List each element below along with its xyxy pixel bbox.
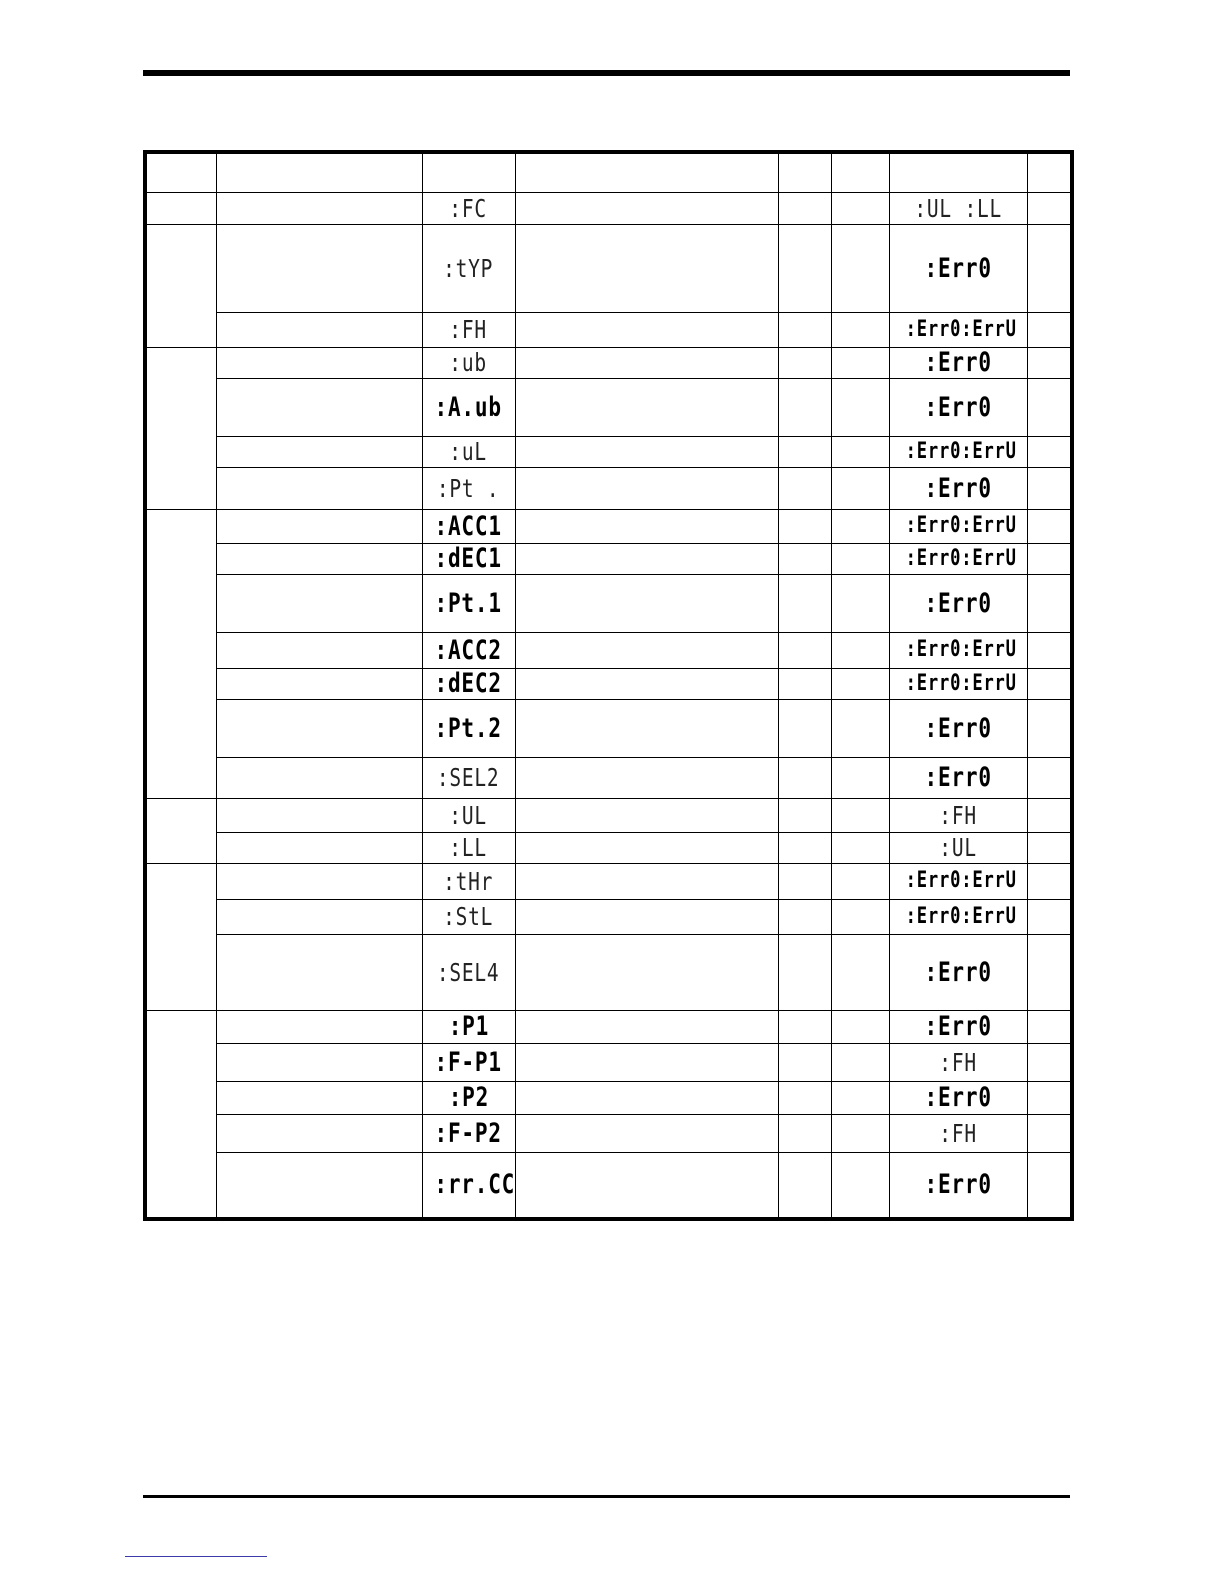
range-cell (889, 668, 1027, 699)
table-row (145, 467, 1072, 509)
name-cell (216, 1114, 422, 1152)
error-range: :Err0:ErrU (905, 670, 1017, 696)
code-cell (422, 347, 515, 378)
error-range: :Err0 (924, 391, 992, 423)
unit-cell (778, 899, 831, 934)
unit-cell (778, 312, 831, 347)
unit-cell (778, 574, 831, 632)
display-code: :FC (449, 193, 488, 223)
default-cell (831, 757, 889, 798)
description-cell (515, 863, 778, 899)
name-cell (216, 1010, 422, 1043)
name-cell (216, 934, 422, 1010)
table-row (145, 668, 1072, 699)
table-row (145, 1043, 1072, 1081)
range-cell (889, 509, 1027, 543)
name-cell (216, 863, 422, 899)
note-cell (1027, 1152, 1072, 1219)
note-cell (1027, 1081, 1072, 1114)
range-cell (889, 757, 1027, 798)
name-cell (216, 192, 422, 224)
table-row (145, 832, 1072, 863)
description-cell (515, 543, 778, 574)
group-cell (145, 509, 216, 798)
name-cell (216, 832, 422, 863)
name-cell (216, 378, 422, 436)
table-row (145, 757, 1072, 798)
table-row (145, 1081, 1072, 1114)
error-range: :Err0 (924, 1011, 992, 1042)
error-range: :Err0 (924, 472, 992, 504)
description-cell (515, 224, 778, 312)
footer-link-underline (125, 1556, 267, 1557)
header-cell-unit (778, 152, 831, 192)
description-cell (515, 699, 778, 757)
display-code: :ACC1 (434, 510, 503, 542)
header-cell-description (515, 152, 778, 192)
display-code: :ACC2 (434, 634, 503, 666)
unit-cell (778, 832, 831, 863)
error-range: :Err0:ErrU (905, 545, 1017, 571)
footer-rule (143, 1495, 1070, 1498)
code-cell (422, 467, 515, 509)
error-range: :Err0:ErrU (905, 316, 1017, 342)
display-code: :SEL2 (437, 763, 500, 792)
name-cell (216, 757, 422, 798)
note-cell (1027, 378, 1072, 436)
note-cell (1027, 1043, 1072, 1081)
note-cell (1027, 832, 1072, 863)
default-cell (831, 312, 889, 347)
note-cell (1027, 1114, 1072, 1152)
header-rule (143, 70, 1070, 76)
unit-cell (778, 699, 831, 757)
description-cell (515, 798, 778, 832)
display-code: :P1 (448, 1011, 489, 1042)
code-cell (422, 1114, 515, 1152)
note-cell (1027, 509, 1072, 543)
display-code: :F-P1 (434, 1046, 503, 1078)
default-cell (831, 1152, 889, 1219)
note-cell (1027, 798, 1072, 832)
name-cell (216, 668, 422, 699)
display-code: :A.ub (434, 391, 503, 423)
unit-cell (778, 1081, 831, 1114)
range-cell (889, 312, 1027, 347)
description-cell (515, 347, 778, 378)
note-cell (1027, 757, 1072, 798)
unit-cell (778, 1152, 831, 1219)
error-range: :Err0 (924, 1082, 992, 1113)
name-cell (216, 1152, 422, 1219)
table-row (145, 224, 1072, 312)
display-code: :F-P2 (434, 1117, 503, 1149)
range-cell (889, 347, 1027, 378)
name-cell (216, 699, 422, 757)
group-cell (145, 1010, 216, 1219)
code-cell (422, 863, 515, 899)
unit-cell (778, 757, 831, 798)
range-cell (889, 1152, 1027, 1219)
default-cell (831, 436, 889, 467)
group-cell (145, 347, 216, 509)
display-code: :uL (449, 437, 488, 466)
range-cell (889, 934, 1027, 1010)
description-cell (515, 509, 778, 543)
default-cell (831, 543, 889, 574)
range-cell (889, 467, 1027, 509)
display-code: :FH (449, 315, 488, 344)
default-cell (831, 934, 889, 1010)
table-row (145, 509, 1072, 543)
display-code: :LL (449, 833, 488, 862)
note-cell (1027, 668, 1072, 699)
code-cell (422, 192, 515, 224)
note-cell (1027, 436, 1072, 467)
description-cell (515, 632, 778, 668)
display-code: :UL (449, 800, 488, 830)
display-code: :Pt.1 (434, 587, 503, 619)
group-cell (145, 863, 216, 1010)
default-cell (831, 1114, 889, 1152)
note-cell (1027, 899, 1072, 934)
code-cell (422, 668, 515, 699)
code-cell (422, 934, 515, 1010)
range-cell (889, 699, 1027, 757)
group-cell (145, 224, 216, 347)
header-cell-error-range (889, 152, 1027, 192)
unit-cell (778, 1114, 831, 1152)
unit-cell (778, 798, 831, 832)
table-header-row (145, 152, 1072, 192)
default-cell (831, 863, 889, 899)
default-cell (831, 467, 889, 509)
display-code: :Pt . (437, 473, 500, 503)
display-code: :StL (443, 902, 494, 931)
description-cell (515, 1081, 778, 1114)
table-row (145, 436, 1072, 467)
code-cell (422, 543, 515, 574)
default-cell (831, 632, 889, 668)
note-cell (1027, 1010, 1072, 1043)
name-cell (216, 312, 422, 347)
code-cell (422, 1010, 515, 1043)
note-cell (1027, 312, 1072, 347)
range-cell (889, 1043, 1027, 1081)
default-cell (831, 1010, 889, 1043)
code-cell (422, 798, 515, 832)
table-row (145, 312, 1072, 347)
unit-cell (778, 934, 831, 1010)
description-cell (515, 934, 778, 1010)
note-cell (1027, 934, 1072, 1010)
error-range: :Err0 (924, 347, 992, 378)
error-range: :Err0 (924, 762, 992, 793)
unit-cell (778, 467, 831, 509)
code-cell (422, 632, 515, 668)
range-cell (889, 378, 1027, 436)
name-cell (216, 632, 422, 668)
description-cell (515, 1152, 778, 1219)
description-cell (515, 574, 778, 632)
unit-cell (778, 192, 831, 224)
code-cell (422, 574, 515, 632)
default-cell (831, 1043, 889, 1081)
description-cell (515, 436, 778, 467)
error-range: :UL (939, 833, 977, 862)
range-cell (889, 798, 1027, 832)
error-range: :Err0:ErrU (905, 513, 1017, 538)
error-range: :FH (939, 1118, 977, 1148)
display-code: :rr.CC (433, 1169, 515, 1201)
display-code: :ub (449, 348, 488, 377)
header-cell-note (1027, 152, 1072, 192)
description-cell (515, 668, 778, 699)
name-cell (216, 436, 422, 467)
note-cell (1027, 863, 1072, 899)
name-cell (216, 798, 422, 832)
code-cell (422, 312, 515, 347)
code-cell (422, 757, 515, 798)
note-cell (1027, 699, 1072, 757)
header-cell-name (216, 152, 422, 192)
unit-cell (778, 347, 831, 378)
unit-cell (778, 1010, 831, 1043)
table-row (145, 347, 1072, 378)
error-range: :FH (939, 1047, 977, 1077)
error-range: :Err0 (924, 712, 992, 744)
code-cell (422, 378, 515, 436)
table-row (145, 934, 1072, 1010)
error-range: :FH (939, 800, 977, 830)
description-cell (515, 1010, 778, 1043)
default-cell (831, 668, 889, 699)
description-cell (515, 899, 778, 934)
range-cell (889, 863, 1027, 899)
default-cell (831, 192, 889, 224)
error-range: :Err0:ErrU (905, 637, 1017, 662)
code-cell (422, 1152, 515, 1219)
code-cell (422, 509, 515, 543)
table-row (145, 632, 1072, 668)
default-cell (831, 224, 889, 312)
code-cell (422, 224, 515, 312)
code-cell (422, 699, 515, 757)
description-cell (515, 467, 778, 509)
range-cell (889, 543, 1027, 574)
code-cell (422, 899, 515, 934)
display-code: :SEL4 (437, 957, 500, 987)
error-range: :Err0 (924, 587, 992, 619)
error-range: :Err0 (924, 956, 992, 988)
default-cell (831, 832, 889, 863)
table-row (145, 543, 1072, 574)
note-cell (1027, 543, 1072, 574)
description-cell (515, 1114, 778, 1152)
name-cell (216, 467, 422, 509)
description-cell (515, 378, 778, 436)
table-row (145, 863, 1072, 899)
unit-cell (778, 543, 831, 574)
note-cell (1027, 347, 1072, 378)
table-row (145, 1010, 1072, 1043)
unit-cell (778, 1043, 831, 1081)
name-cell (216, 1081, 422, 1114)
table-row (145, 798, 1072, 832)
description-cell (515, 312, 778, 347)
note-cell (1027, 192, 1072, 224)
name-cell (216, 509, 422, 543)
code-cell (422, 1081, 515, 1114)
range-cell (889, 192, 1027, 224)
range-cell (889, 436, 1027, 467)
error-range: :Err0:ErrU (905, 438, 1017, 464)
range-cell (889, 574, 1027, 632)
default-cell (831, 798, 889, 832)
name-cell (216, 899, 422, 934)
name-cell (216, 574, 422, 632)
table-row (145, 699, 1072, 757)
name-cell (216, 543, 422, 574)
table-row (145, 574, 1072, 632)
unit-cell (778, 509, 831, 543)
header-cell-default (831, 152, 889, 192)
error-range: :Err0 (924, 1169, 992, 1201)
unit-cell (778, 224, 831, 312)
table-row (145, 1114, 1072, 1152)
range-cell (889, 899, 1027, 934)
description-cell (515, 832, 778, 863)
error-range: :Err0 (924, 252, 992, 284)
display-code: :dEC1 (434, 543, 503, 574)
display-code: :dEC2 (434, 668, 503, 699)
default-cell (831, 347, 889, 378)
error-range: :Err0:ErrU (905, 868, 1017, 893)
note-cell (1027, 632, 1072, 668)
header-cell-code (422, 152, 515, 192)
code-cell (422, 1043, 515, 1081)
range-cell (889, 224, 1027, 312)
parameter-table (143, 150, 1074, 1221)
display-code: :tYP (443, 253, 494, 283)
unit-cell (778, 632, 831, 668)
table-row (145, 899, 1072, 934)
default-cell (831, 699, 889, 757)
group-cell (145, 798, 216, 863)
table-row (145, 192, 1072, 224)
group-cell (145, 192, 216, 224)
name-cell (216, 347, 422, 378)
range-cell (889, 832, 1027, 863)
default-cell (831, 899, 889, 934)
description-cell (515, 1043, 778, 1081)
description-cell (515, 192, 778, 224)
range-cell (889, 1010, 1027, 1043)
unit-cell (778, 378, 831, 436)
range-cell (889, 1081, 1027, 1114)
header-cell-group (145, 152, 216, 192)
unit-cell (778, 668, 831, 699)
code-cell (422, 832, 515, 863)
display-code: :P2 (448, 1082, 489, 1113)
default-cell (831, 509, 889, 543)
display-code: :Pt.2 (434, 712, 503, 744)
default-cell (831, 1081, 889, 1114)
name-cell (216, 224, 422, 312)
display-code: :tHr (443, 866, 494, 896)
unit-cell (778, 436, 831, 467)
code-cell (422, 436, 515, 467)
table-row (145, 1152, 1072, 1219)
description-cell (515, 757, 778, 798)
default-cell (831, 378, 889, 436)
error-range: :Err0:ErrU (905, 903, 1017, 929)
note-cell (1027, 574, 1072, 632)
name-cell (216, 1043, 422, 1081)
unit-cell (778, 863, 831, 899)
default-cell (831, 574, 889, 632)
note-cell (1027, 224, 1072, 312)
range-cell (889, 632, 1027, 668)
note-cell (1027, 467, 1072, 509)
error-range: :UL :LL (914, 193, 1002, 223)
range-cell (889, 1114, 1027, 1152)
table-row (145, 378, 1072, 436)
